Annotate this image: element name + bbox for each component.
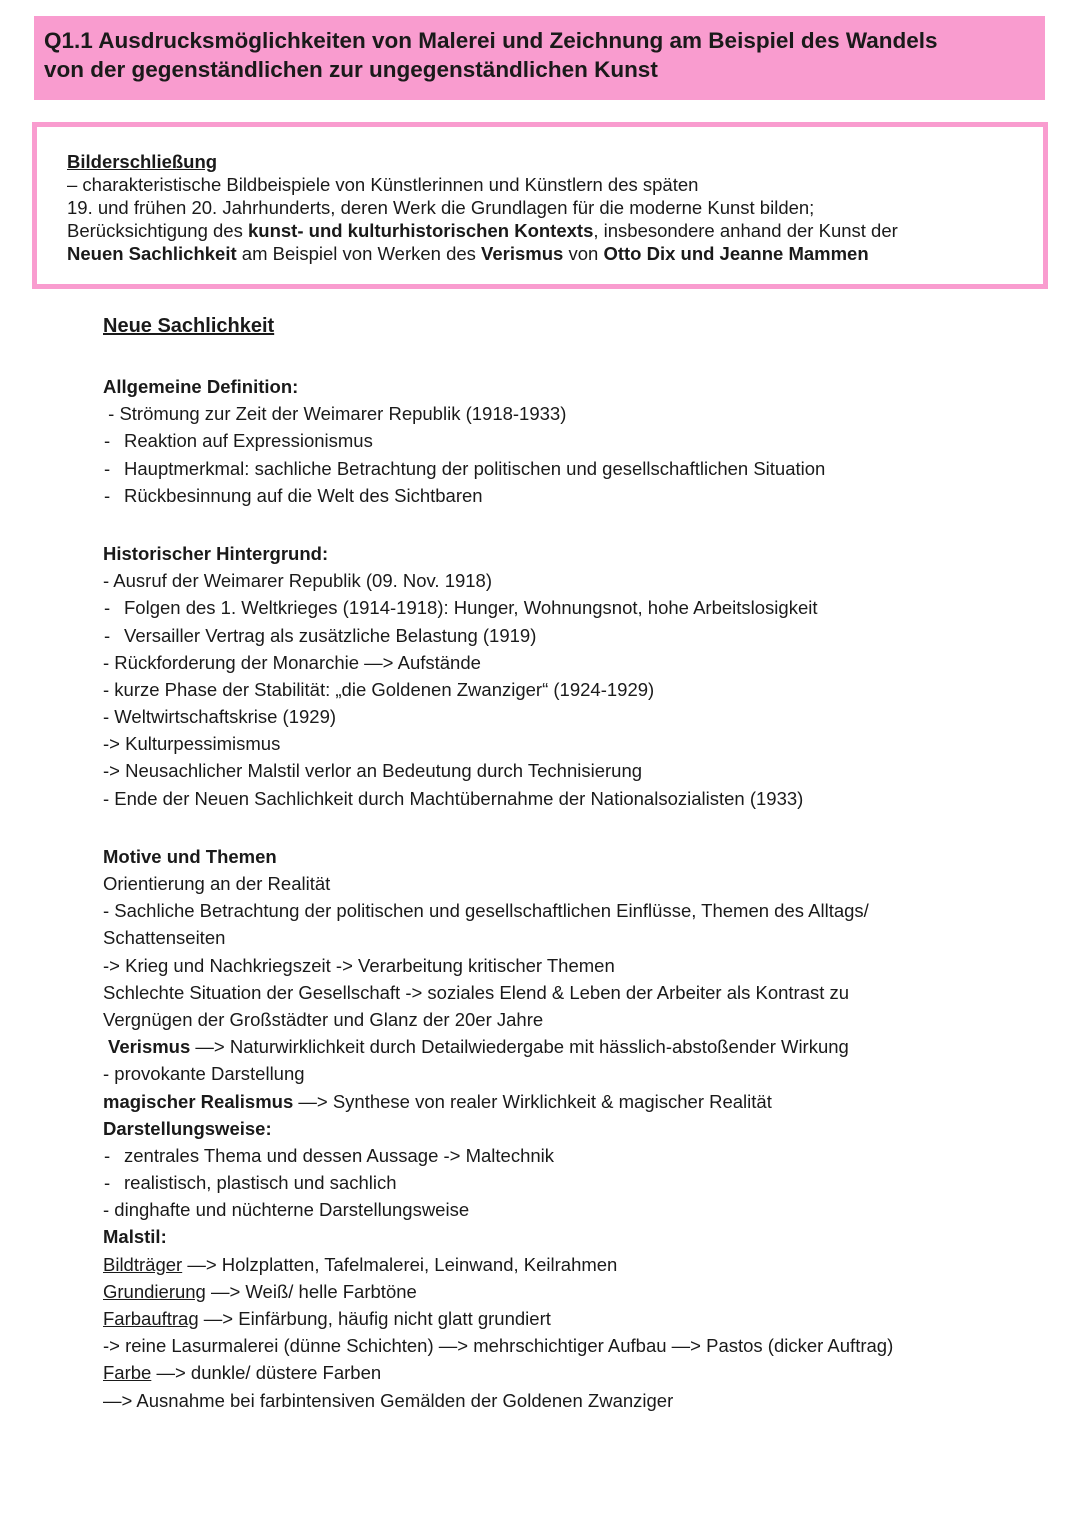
text-line: -> reine Lasurmalerei (dünne Schichten) —> mehrschichtiger Aufbau —> Pastos (dicker Auftrag) — [103, 1335, 894, 1357]
info-heading: Bilderschließung — [67, 151, 218, 172]
list-item: - Rückforderung der Monarchie —> Aufstände — [103, 651, 481, 673]
list-item: - Ausruf der Weimarer Republik (09. Nov. 1918) — [103, 570, 493, 592]
info-bold-term: Verismus — [481, 243, 564, 264]
depiction-heading: Darstellungsweise: — [103, 1117, 272, 1139]
text-line: Grundierung —> Weiß/ helle Farbtöne — [103, 1280, 417, 1302]
depiction-section — [103, 1115, 1023, 1224]
list-item: - Hauptmerkmal: sachliche Betrachtung der politischen und gesellschaftlichen Situation — [103, 455, 1023, 482]
info-line: Neuen Sachlichkeit am Beispiel von Werken des Verismus von Otto Dix und Jeanne Mammen — [67, 243, 869, 264]
text-line: - provokante Darstellung — [103, 1063, 305, 1085]
list-item: - Reaktion auf Expressionismus — [103, 427, 1023, 454]
text-line: Orientierung an der Realität — [103, 873, 331, 894]
list-item: -> Neusachlicher Malstil verlor an Bedeutung durch Technisierung — [103, 760, 643, 782]
definition-heading: Allgemeine Definition: — [103, 376, 299, 397]
title-line-1: Q1.1 Ausdrucksmöglichkeiten von Malerei und Zeichnung am Beispiel des Wandels — [44, 28, 938, 53]
history-section — [103, 540, 1023, 812]
list-item: - Folgen des 1. Weltkrieges (1914-1918): Hunger, Wohnungsnot, hohe Arbeitslosigkeit — [103, 594, 1023, 621]
style-term: Bildträger — [103, 1253, 183, 1275]
text-line: -> Krieg und Nachkriegszeit -> Verarbeitung kritischer Themen — [103, 954, 615, 976]
list-item: - Strömung zur Zeit der Weimarer Republik (1918-1933) — [103, 403, 567, 425]
verismus-term: Verismus — [108, 1036, 191, 1058]
info-bold-term: Otto Dix und Jeanne Mammen — [603, 243, 869, 264]
style-term: Farbe — [103, 1362, 152, 1384]
style-heading: Malstil: — [103, 1226, 167, 1248]
text-line: Schlechte Situation der Gesellschaft -> soziales Elend & Leben der Arbeiter als Kontrast zu — [103, 981, 850, 1003]
style-term: Farbauftrag — [103, 1308, 199, 1329]
list-item: - Versailler Vertrag als zusätzliche Belastung (1919) — [103, 622, 1023, 649]
info-bold-term: Neuen Sachlichkeit — [67, 243, 237, 264]
text-line: Farbe —> dunkle/ düstere Farben — [103, 1362, 382, 1384]
info-line: 19. und frühen 20. Jahrhunderts, deren Werk die Grundlagen für die moderne Kunst bilden; — [67, 197, 815, 218]
text-line: —> Ausnahme bei farbintensiven Gemälden der Goldenen Zwanziger — [103, 1389, 674, 1411]
title-banner — [34, 16, 1045, 100]
text-line: Bildträger —> Holzplatten, Tafelmalerei, Leinwand, Keilrahmen — [103, 1253, 618, 1275]
list-item: - Rückbesinnung auf die Welt des Sichtbaren — [103, 482, 1023, 509]
history-heading: Historischer Hintergrund: — [103, 542, 329, 564]
info-line: Berücksichtigung des kunst- und kulturhistorischen Kontexts, insbesondere anhand der Kunst der — [67, 220, 898, 241]
magisch-term: magischer Realismus — [103, 1090, 294, 1112]
text-line: Verismus —> Naturwirklichkeit durch Detailwiedergabe mit hässlich-abstoßender Wirkung — [108, 1036, 849, 1058]
main-content — [103, 310, 1023, 1414]
list-item: - kurze Phase der Stabilität: „die Goldenen Zwanziger“ (1924-1929) — [103, 678, 655, 700]
list-item: - Ende der Neuen Sachlichkeit durch Machtübernahme der Nationalsozialisten (1933) — [103, 787, 804, 809]
info-line: – charakteristische Bildbeispiele von Künstlerinnen und Künstlern des späten — [67, 174, 699, 195]
style-section — [103, 1223, 1023, 1413]
list-item: - zentrales Thema und dessen Aussage -> Maltechnik — [103, 1142, 1023, 1169]
list-item: - dinghafte und nüchterne Darstellungsweise — [103, 1199, 470, 1221]
motives-heading: Motive und Themen — [103, 845, 277, 867]
list-item: - Weltwirtschaftskrise (1929) — [103, 706, 337, 728]
list-item: - realistisch, plastisch und sachlich — [103, 1169, 1023, 1196]
title-line-2: von der gegenständlichen zur ungegenständlichen Kunst — [44, 57, 658, 82]
text-line: Farbauftrag —> Einfärbung, häufig nicht glatt grundiert — [103, 1308, 551, 1329]
style-term: Grundierung — [103, 1280, 206, 1302]
text-line: Schattenseiten — [103, 927, 226, 949]
list-item: -> Kulturpessimismus — [103, 733, 281, 755]
definition-section — [103, 373, 1023, 509]
text-line: magischer Realismus —> Synthese von realer Wirklichkeit & magischer Realität — [103, 1090, 772, 1112]
text-line: - Sachliche Betrachtung der politischen und gesellschaftlichen Einflüsse, Themen des Alltags/ — [103, 900, 869, 922]
info-box — [32, 122, 1048, 289]
info-content — [67, 150, 1027, 265]
info-bold-term: kunst- und kulturhistorischen Kontexts — [248, 220, 594, 241]
motives-section — [103, 843, 1023, 1115]
text-line: Vergnügen der Großstädter und Glanz der 20er Jahre — [103, 1008, 544, 1030]
section-title: Neue Sachlichkeit — [103, 315, 275, 337]
